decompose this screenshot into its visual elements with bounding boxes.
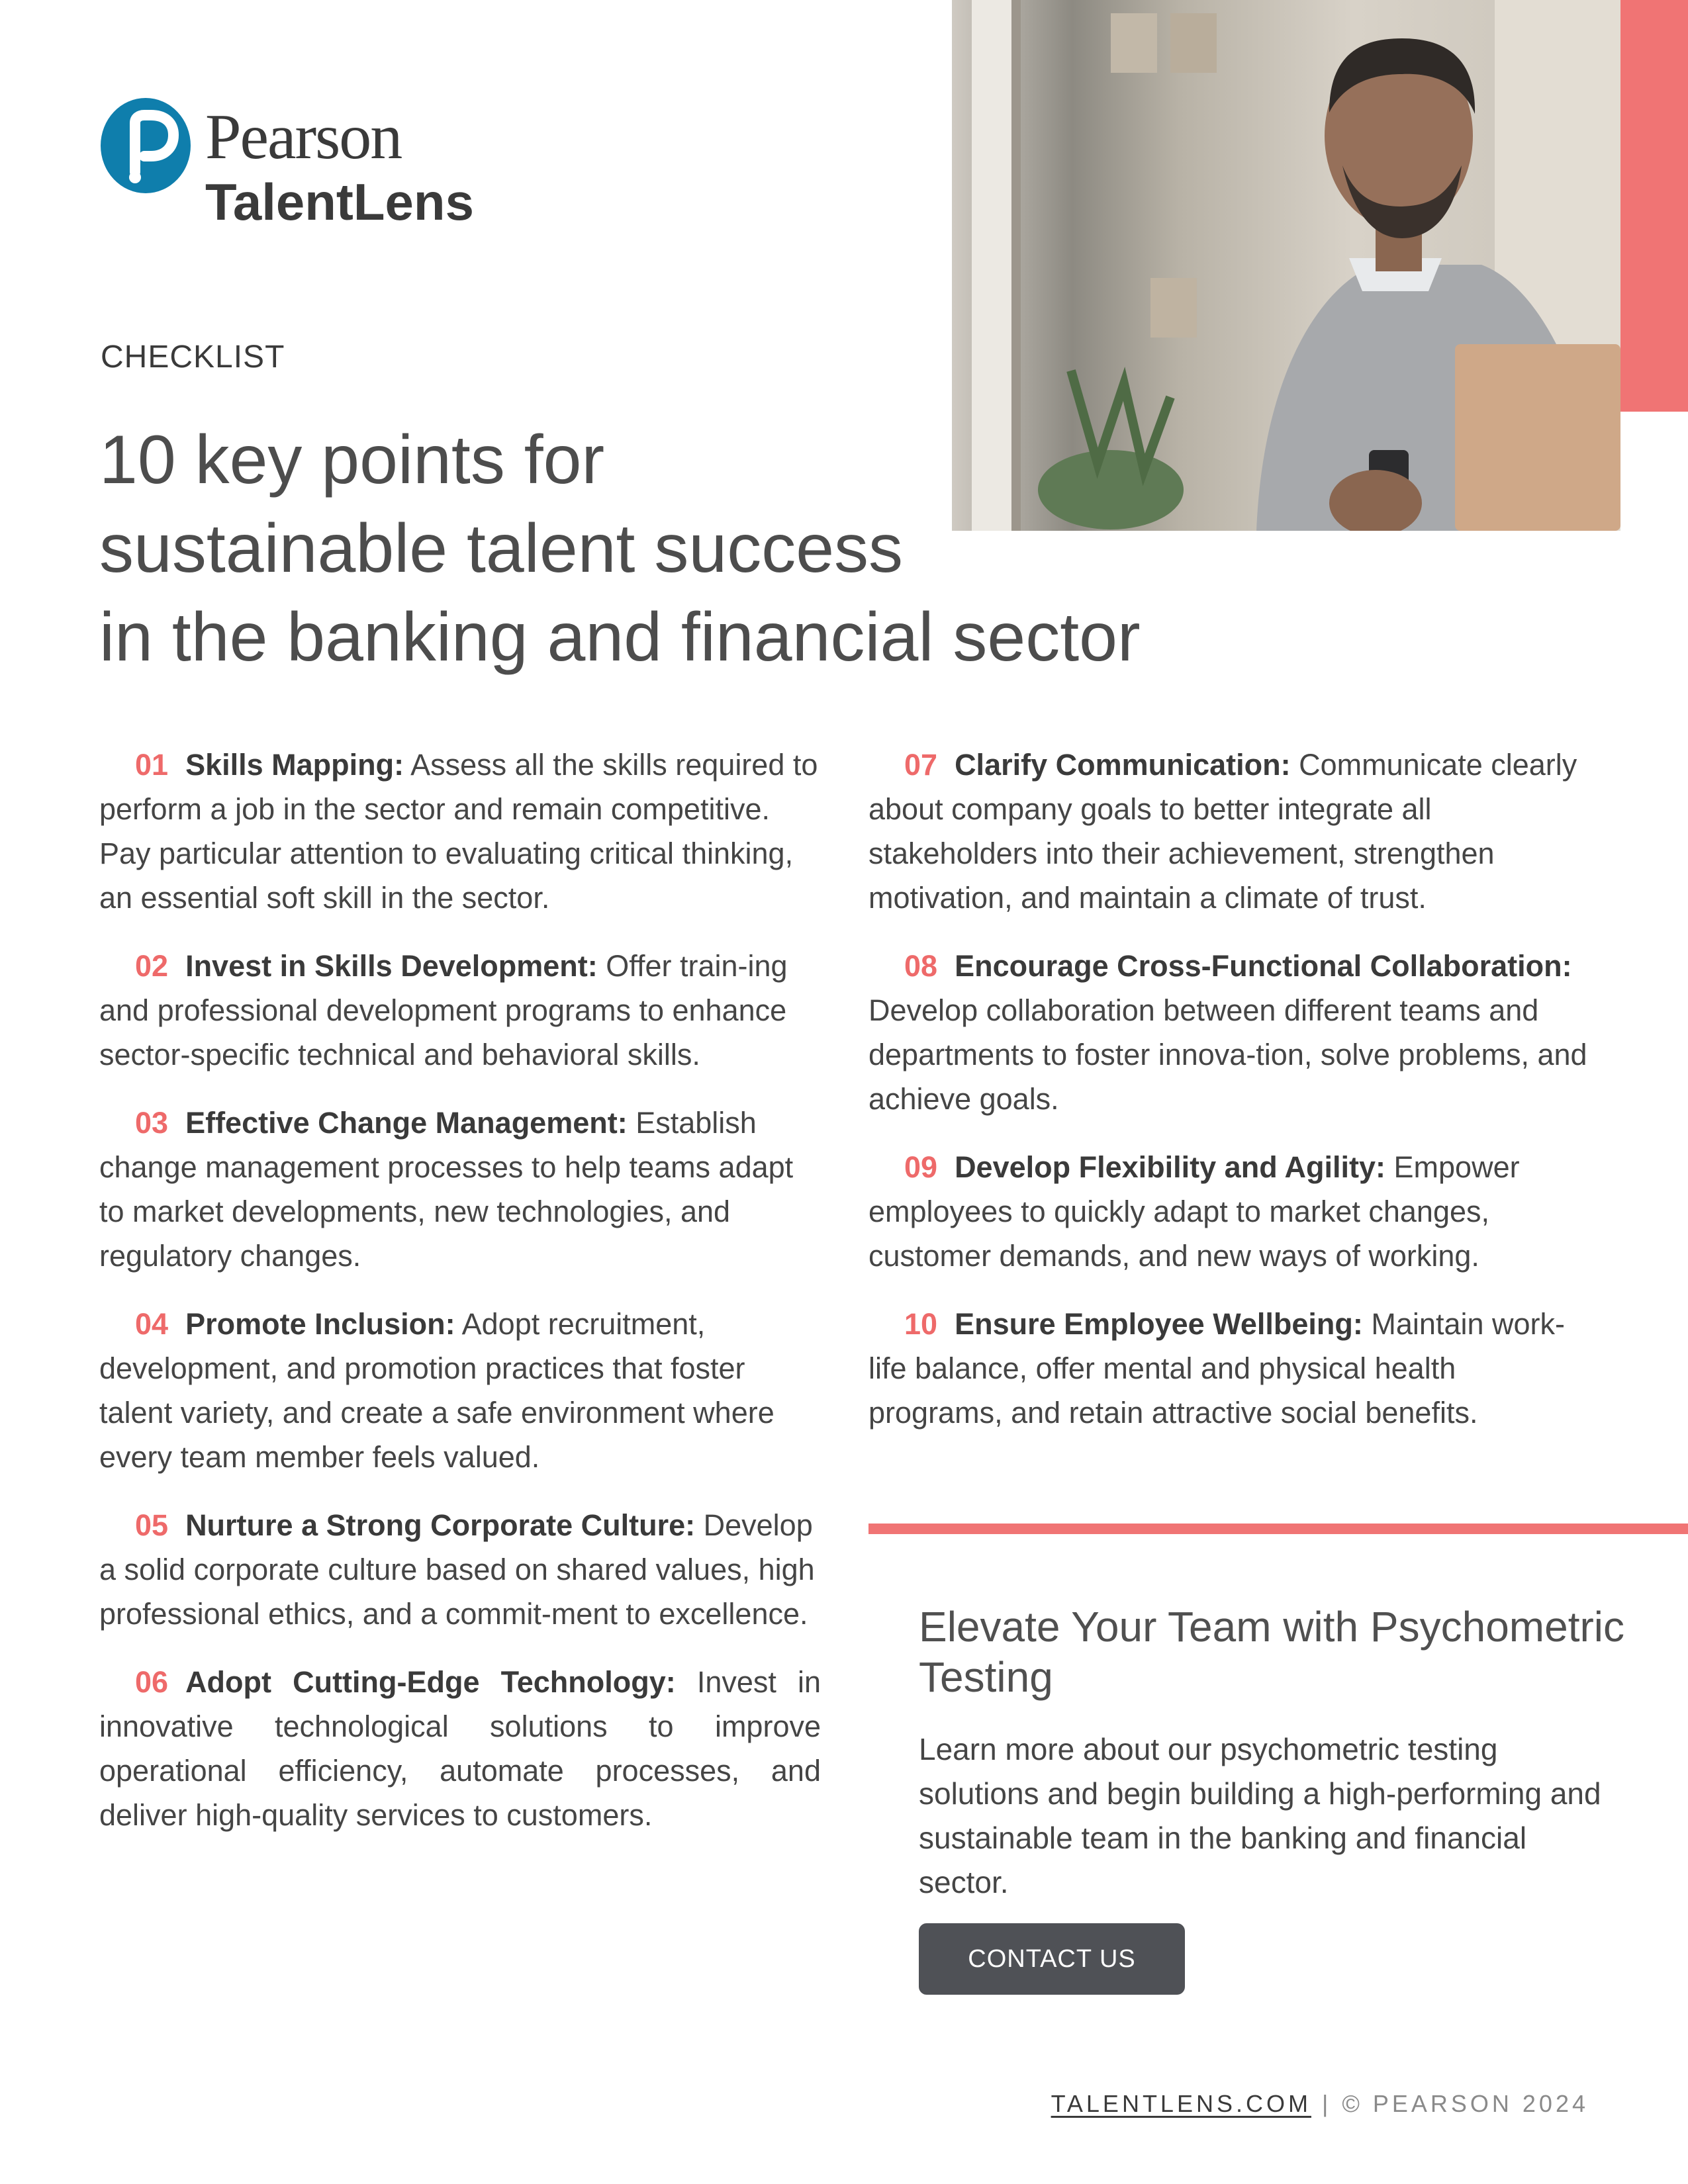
item-heading: Promote Inclusion: xyxy=(185,1307,455,1341)
cta-divider xyxy=(868,1524,1688,1534)
item-heading: Effective Change Management: xyxy=(185,1106,628,1140)
contact-us-button[interactable]: CONTACT US xyxy=(919,1923,1185,1995)
item-text: Adopt recruitment, development, and promotion practices that foster talent variety, and create a safe environment where every team member feels valued. xyxy=(99,1307,774,1474)
item-number: 03 xyxy=(135,1106,169,1140)
checklist-item-01 xyxy=(99,743,821,920)
checklist-item-09 xyxy=(868,1145,1590,1278)
eyebrow-label: CHECKLIST xyxy=(101,340,285,375)
item-text: Empower employees to quickly adapt to market changes, customer demands, and new ways of working. xyxy=(868,1150,1520,1273)
checklist-item-08 xyxy=(868,944,1590,1121)
pearson-p-logo-icon xyxy=(101,98,191,193)
page-title xyxy=(99,416,1158,682)
item-text: Offer train-ing and professional development programs to enhance sector-specific technical and behavioral skills. xyxy=(99,949,788,1071)
checklist-item-07 xyxy=(868,743,1590,920)
item-heading: Skills Mapping: xyxy=(185,748,404,782)
cta-body: Learn more about our psychometric testing solutions and begin building a high-performing and sustainable team in the banking and financial sector. xyxy=(919,1732,1601,1899)
title-line: sustainable talent success xyxy=(99,510,904,587)
item-heading: Develop Flexibility and Agility: xyxy=(955,1150,1386,1184)
item-number: 05 xyxy=(135,1508,169,1542)
item-number: 09 xyxy=(904,1150,938,1184)
item-number: 01 xyxy=(135,748,169,782)
item-text: Develop a solid corporate culture based on shared values, high professional ethics, and a commit-ment to excellence. xyxy=(99,1508,815,1631)
item-number: 04 xyxy=(135,1307,169,1341)
checklist-item-05 xyxy=(99,1503,821,1636)
cta-title: Elevate Your Team with Psychometric Testing xyxy=(919,1603,1624,1701)
item-text: Establish change management processes to help teams adapt to market developments, new technologies, and regulatory changes. xyxy=(99,1106,794,1273)
checklist-item-03 xyxy=(99,1101,821,1278)
item-heading: Adopt Cutting-Edge Technology: xyxy=(185,1665,676,1699)
item-heading: Ensure Employee Wellbeing: xyxy=(955,1307,1363,1341)
checklist-item-06 xyxy=(99,1660,821,1837)
title-line: 10 key points for xyxy=(99,422,605,498)
item-heading: Nurture a Strong Corporate Culture: xyxy=(185,1508,696,1542)
footer xyxy=(1051,2090,1589,2118)
item-number: 08 xyxy=(904,949,938,983)
footer-separator: | xyxy=(1321,2090,1332,2117)
title-line: in the banking and financial sector xyxy=(99,599,1141,676)
item-number: 06 xyxy=(135,1665,169,1699)
item-heading: Clarify Communication: xyxy=(955,748,1291,782)
footer-copyright: © PEARSON 2024 xyxy=(1342,2090,1589,2117)
checklist-item-10 xyxy=(868,1302,1590,1435)
item-text: Communicate clearly about company goals to better integrate all stakeholders into their achievement, strengthen motivation, and maintain a climate of trust. xyxy=(868,748,1577,915)
checklist-item-02 xyxy=(99,944,821,1077)
checklist-column-right xyxy=(868,743,1590,1459)
item-heading: Invest in Skills Development: xyxy=(185,949,598,983)
item-text: Invest in innovative technological solutions to improve operational efficiency, automate processes, and deliver high-quality services to customers. xyxy=(99,1665,821,1832)
item-number: 07 xyxy=(904,748,938,782)
item-heading: Encourage Cross-Functional Collaboration: xyxy=(955,949,1572,983)
item-number: 02 xyxy=(135,949,169,983)
checklist-item-04 xyxy=(99,1302,821,1479)
pearson-talentlens-logo xyxy=(101,98,474,244)
checklist-column-left xyxy=(99,743,821,1861)
item-text: Develop collaboration between different teams and departments to foster innova-tion, solve problems, and achieve goals. xyxy=(868,993,1587,1116)
item-number: 10 xyxy=(904,1307,938,1341)
footer-site-link[interactable]: TALENTLENS.COM xyxy=(1051,2090,1311,2117)
talentlens-wordmark: TalentLens xyxy=(205,173,474,231)
pearson-wordmark: Pearson xyxy=(205,101,402,173)
accent-bar xyxy=(1620,0,1688,412)
item-text: Assess all the skills required to perform a job in the sector and remain competitive. Pay particular attention to evaluating critical thinking, an essential soft skill in the sector. xyxy=(99,748,818,915)
item-text: Maintain work-life balance, offer mental and physical health programs, and retain attractive social benefits. xyxy=(868,1307,1565,1430)
